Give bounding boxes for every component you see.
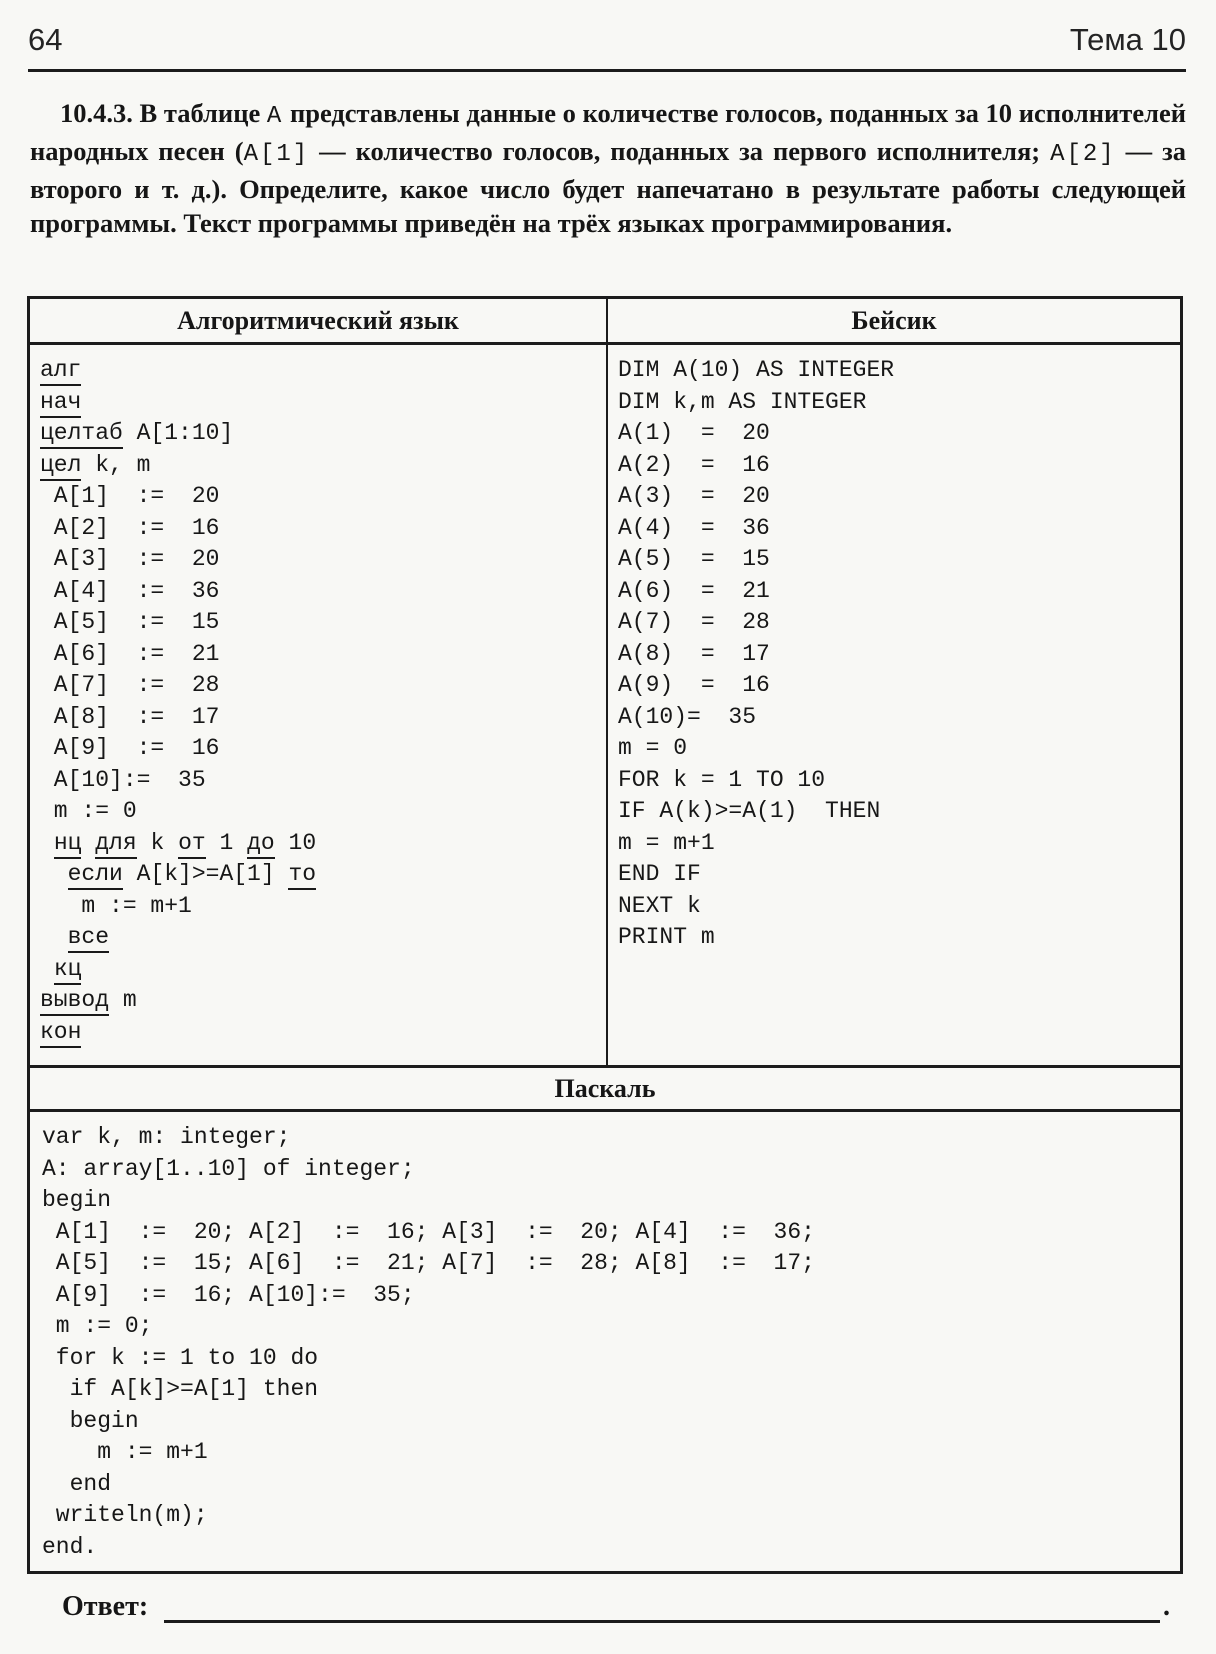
code-line: A(5) = 15 [618, 546, 770, 572]
table-header-row [30, 299, 1180, 345]
code-line: m = 0 [618, 735, 688, 761]
code-line: PRINT m [618, 924, 715, 950]
code-line: A[5] := 15 [40, 609, 220, 635]
code-line: A(7) = 28 [618, 609, 770, 635]
code-line: A: array[1..10] of integer; [42, 1155, 415, 1182]
keyword: нц [54, 830, 82, 859]
code-line: A[1] := 20 [40, 483, 220, 509]
code-line: begin [42, 1407, 139, 1434]
code-line: END IF [618, 861, 701, 887]
code-line: if A[k]>=A[1] then [42, 1376, 319, 1402]
code-line: A[5] := 15; A[6] := 21; A[7] := 28; A[8] := 17; [42, 1250, 815, 1276]
code-line: если A[k]>=A[1] то [40, 859, 606, 891]
answer-period: . [1163, 1591, 1170, 1622]
code-line: A[8] := 17 [40, 703, 220, 730]
code-line: A(10)= 35 [618, 703, 757, 730]
code-line: A(8) = 17 [618, 640, 770, 667]
code-row [30, 345, 1180, 1065]
code-line: var k, m: integer; [42, 1124, 291, 1150]
code-line: end. [42, 1533, 98, 1560]
code-line: A(6) = 21 [618, 577, 770, 604]
header-rule [28, 69, 1186, 72]
code-line: A[6] := 21 [40, 640, 220, 667]
keyword: от [178, 830, 206, 859]
code-line: for k := 1 to 10 do [42, 1344, 319, 1371]
keyword: вывод [40, 987, 109, 1016]
algorithmic-code-block [30, 345, 608, 1065]
keyword: кон [40, 1019, 81, 1048]
code-line: writeln(m); [42, 1502, 208, 1528]
answer-row [62, 1590, 1170, 1623]
code-line: A(2) = 16 [618, 451, 770, 478]
topic-label: Тема 10 [1069, 22, 1186, 57]
keyword: целтаб [40, 420, 123, 449]
code-line: IF A(k)>=A(1) THEN [618, 798, 881, 824]
basic-code-block [608, 345, 1180, 1065]
column-header-basic: Бейсик [851, 305, 937, 335]
pascal-header: Паскаль [30, 1065, 1180, 1112]
code-line [40, 1017, 606, 1049]
page-header [28, 22, 1186, 58]
keyword: цел [40, 452, 81, 481]
code-line: DIM A(10) AS INTEGER [618, 357, 895, 383]
column-header-algorithmic: Алгоритмический язык [30, 299, 608, 342]
keyword: нач [40, 389, 81, 418]
code-line [40, 922, 606, 954]
keyword: кц [54, 956, 82, 985]
keyword: алг [40, 357, 81, 386]
code-line: A(1) = 20 [618, 420, 770, 446]
code-line [40, 355, 606, 387]
code-line: нц для k от 1 до 10 [40, 828, 606, 860]
code-line [40, 387, 606, 419]
code-line: A[7] := 28 [40, 672, 220, 698]
code-line: m = m+1 [618, 829, 715, 856]
code-line: A(9) = 16 [618, 672, 770, 698]
code-line: целтаб A[1:10] [40, 418, 606, 450]
keyword: то [288, 861, 316, 890]
keyword: для [95, 830, 136, 859]
code-line: A[1] := 20; A[2] := 16; A[3] := 20; A[4] := 36; [42, 1218, 815, 1245]
code-line: A[9] := 16; A[10]:= 35; [42, 1281, 415, 1308]
code-line: A(4) = 36 [618, 514, 770, 541]
code-line: A(3) = 20 [618, 483, 770, 509]
keyword: если [68, 861, 123, 890]
code-line: begin [42, 1187, 112, 1213]
answer-label: Ответ: [62, 1591, 149, 1622]
code-line: NEXT k [618, 892, 701, 919]
code-line: end [42, 1470, 112, 1497]
code-line: A[4] := 36 [40, 577, 220, 604]
code-line: вывод m [40, 985, 606, 1017]
pascal-code-block [30, 1112, 1180, 1571]
code-line: A[2] := 16 [40, 514, 220, 541]
problem-statement: 10.4.3. В таблице A представлены данные о количестве голосов, поданных за 10 исполнителей народных песен (A[1] — количество голосов, поданных за первого исполнителя; A[2] — за второго и т. д.). Определите, какое число будет напечатано в результате работы следующей программы. Текст программы приведён на трёх языках программирования. [30, 98, 1187, 238]
code-line: A[10]:= 35 [40, 766, 206, 793]
code-line: FOR k = 1 TO 10 [618, 766, 826, 793]
keyword: все [68, 924, 109, 953]
code-line: цел k, m [40, 450, 606, 482]
code-line: m := 0; [42, 1313, 153, 1339]
page-number: 64 [28, 22, 63, 57]
keyword: до [247, 830, 275, 859]
code-line: A[9] := 16 [40, 735, 220, 761]
code-line: m := 0 [40, 798, 137, 824]
program-table [27, 296, 1183, 1574]
code-line: DIM k,m AS INTEGER [618, 388, 867, 415]
code-line: m := m+1 [40, 892, 192, 919]
answer-blank [164, 1590, 1160, 1623]
code-line [40, 954, 606, 986]
code-line: m := m+1 [42, 1439, 208, 1465]
code-line: A[3] := 20 [40, 546, 220, 572]
